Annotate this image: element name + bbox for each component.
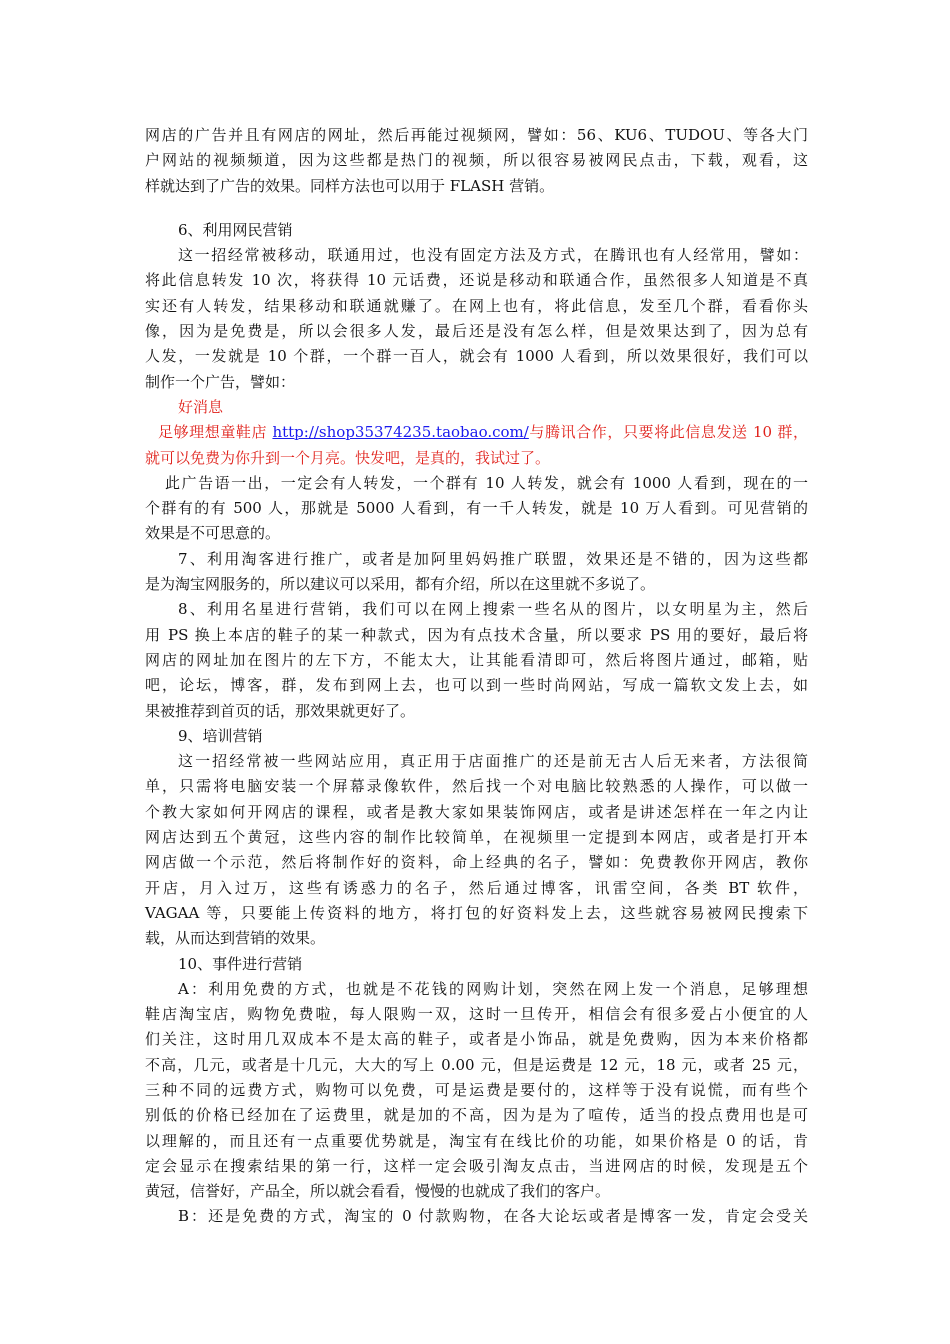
text-line: 开店，月入过万，这些有诱惑力的名子，然后通过博客，讯雷空间，各类 BT 软件，: [145, 878, 808, 897]
text-line: 果被推荐到首页的话，那效果就更好了。: [145, 701, 416, 720]
text-line: 这一招经常被移动，联通用过，也没有固定方法及方式，在腾讯也有人经常用，譬如：: [178, 246, 808, 265]
ad-line: 就可以免费为你升到一个月亮。快发吧，是真的，我试过了。: [145, 448, 551, 467]
text-line: A：利用免费的方式，也就是不花钱的网购计划，突然在网上发一个消息，足够理想: [178, 979, 808, 998]
text-line: 个教大家如何开网店的课程，或者是教大家如果装饰网店，或者是讲述怎样在一年之内让: [145, 802, 808, 821]
text-line: 样就达到了广告的效果。同样方法也可以用于 FLASH 营销。: [145, 176, 555, 195]
text-line: 不高，几元，或者是十几元，大大的写上 0.00 元，但是运费是 12 元，18 元，或者 25 元，: [145, 1055, 808, 1074]
text-line: 定会显示在搜索结果的第一行，这样一定会吸引淘友点击，当进网店的时候，发现是五个: [145, 1156, 808, 1175]
text-line: 个群有的有 500 人，那就是 5000 人看到，有一千人转发，就是 10 万人看到。可见营销的: [145, 499, 808, 518]
text-line: 人发，一发就是 10 个群，一个群一百人，就会有 1000 人看到，所以效果很好，我们可以: [145, 347, 808, 366]
section-heading: 10、事件进行营销: [178, 954, 303, 973]
text-line: 7、利用淘客进行推广，或者是加阿里妈妈推广联盟，效果还是不错的，因为这些都: [178, 549, 808, 568]
ad-offer: 与腾讯合作，只要将此信息发送 10 群，: [528, 423, 808, 442]
section-9: [145, 724, 808, 952]
text-line: 黄冠，信誉好，产品全，所以就会看看，慢慢的也就成了我们的客户。: [145, 1182, 611, 1201]
text-line: 这一招经常被一些网站应用，真正用于店面推广的还是前无古人后无来者，方法很简: [178, 752, 808, 771]
section-heading: 9、培训营销: [178, 726, 263, 745]
section-6: [145, 218, 808, 547]
text-line: 网店做一个示范，然后将制作好的资料，命上经典的名子，譬如：免费教你开网店，教你: [145, 853, 808, 872]
text-line: 吧，论坛，博客，群，发布到网上去，也可以到一些时尚网站，写成一篇软文发上去，如: [145, 676, 808, 695]
text-line: 单，只需将电脑安装一个屏幕录像软件，然后找一个对电脑比较熟悉的人操作，可以做一: [145, 777, 808, 796]
ad-shop-name: 足够理想童鞋店: [158, 423, 273, 442]
text-line: VAGAA 等，只要能上传资料的地方，将打包的好资料发上去，这些就容易被网民搜索下: [145, 903, 808, 922]
text-line: 以理解的，而且还有一点重要优势就是，淘宝有在线比价的功能，如果价格是 0 的话，肯: [145, 1131, 808, 1150]
text-line: 此广告语一出，一定会有人转发，一个群有 10 人转发，就会有 1000 人看到，现在的一: [165, 473, 808, 492]
section-7: [145, 547, 808, 598]
text-line: 鞋店淘宝店，购物免费啦，每人限购一双，这时一旦传开，相信会有很多爱占小便宜的人: [145, 1005, 808, 1024]
text-line: 将此信息转发 10 次，将获得 10 元话费，还说是移动和联通合作，虽然很多人知道是不真: [145, 271, 808, 290]
text-line: 用 PS 换上本店的鞋子的某一种款式，因为有点技术含量，所以要求 PS 用的要好，最后将: [145, 625, 808, 644]
text-line: 三种不同的远费方式，购物可以免费，可是运费是要付的，这样等于没有说慌，而有些个: [145, 1080, 808, 1099]
ad-line: [158, 420, 808, 445]
text-line: 是为淘宝网服务的，所以建议可以采用，都有介绍，所以在这里就不多说了。: [145, 575, 656, 594]
section-8: [145, 597, 808, 723]
intro-paragraph: [145, 123, 808, 199]
text-line: 载，从而达到营销的效果。: [145, 929, 326, 948]
text-line: 别低的价格已经加在了运费里，就是加的不高，因为是为了喧传，适当的投点费用也是可: [145, 1106, 808, 1125]
text-line: 网店的网址加在图片的左下方，不能太大，让其能看清即可，然后将图片通过，邮箱，贴: [145, 650, 808, 669]
text-line: 户网站的视频频道，因为这些都是热门的视频，所以很容易被网民点击，下载，观看，这: [145, 151, 808, 170]
shop-link[interactable]: http://shop35374235.taobao.com/: [272, 423, 529, 442]
text-line: 8、利用名星进行营销，我们可以在网上搜索一些名从的图片，以女明星为主，然后: [178, 600, 808, 619]
text-line: 网店的广告并且有网店的网址，然后再能过视频网，譬如：56、KU6、TUDOU、等各大门: [145, 126, 808, 144]
ad-title: 好消息: [178, 397, 224, 416]
document-page: [145, 123, 808, 1230]
text-line: 们关注，这时用几双成本不是太高的鞋子，或者是小饰品，就是免费购，因为本来价格都: [145, 1030, 808, 1049]
text-line: 实还有人转发，结果移动和联通就赚了。在网上也有，将此信息，发至几个群，看看你头: [145, 296, 808, 315]
text-line: B：还是免费的方式，淘宝的 0 付款购物，在各大论坛或者是博客一发，肯定会受关: [178, 1207, 808, 1226]
ad-example: [145, 395, 808, 471]
text-line: 制作一个广告，譬如：: [145, 372, 296, 391]
text-line: 像，因为是免费是，所以会很多人发，最后还是没有怎么样，但是效果达到了，因为总有: [145, 322, 808, 341]
text-line: 网店达到五个黄冠，这些内容的制作比较简单，在视频里一定提到本网店，或者是打开本: [145, 828, 808, 847]
section-10: [145, 952, 808, 1230]
section-heading: 6、利用网民营销: [178, 220, 293, 239]
text-line: 效果是不可思意的。: [145, 524, 281, 543]
